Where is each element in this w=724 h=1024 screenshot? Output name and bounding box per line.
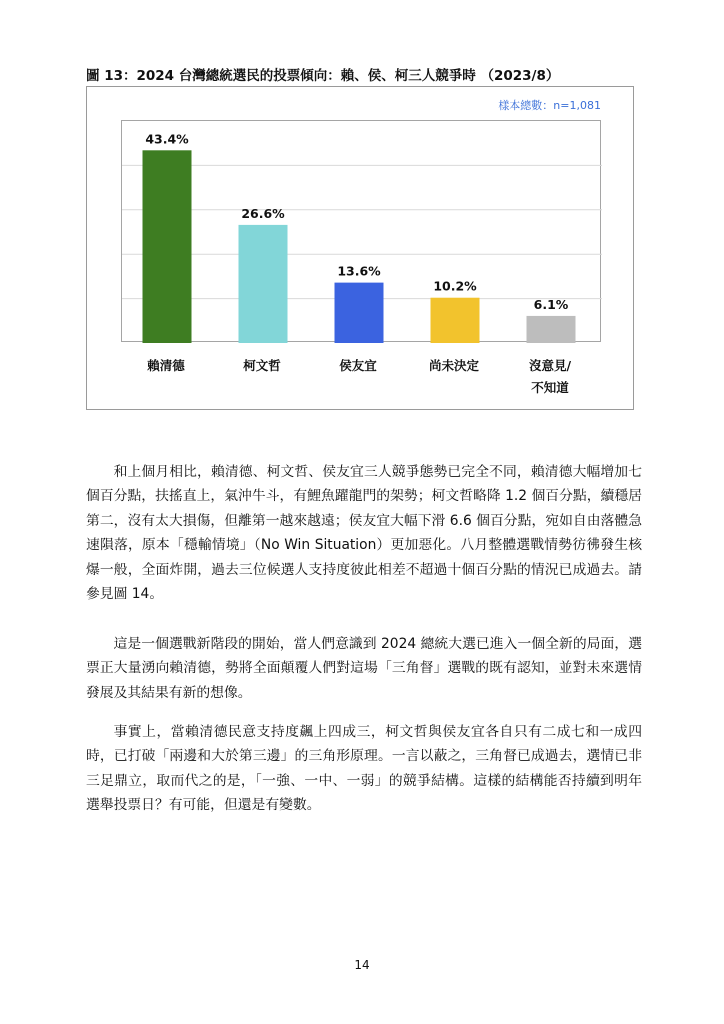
data-label-2: 26.6% [241,205,285,221]
paragraph-2: 這是一個選戰新階段的開始，當人們意識到 2024 總統大選已進入一個全新的局面，選票正大量湧向賴清德，勢將全面顛覆人們對這場「三角督」選戰的既有認知，並對未來選情發展及其結果有新的想像。 [86,636,642,701]
category-label-line: 柯文哲 [243,358,281,373]
bar-2 [239,225,288,343]
category-label-2 [214,355,310,377]
category-label-line: 賴清德 [147,358,185,373]
figure-title: 圖 13：2024 台灣總統選民的投票傾向：賴、侯、柯三人競爭時 （2023/8） [86,68,560,84]
page-number: 14 [354,958,370,972]
category-label-line: 不知道 [531,380,569,395]
chart-frame [86,86,634,410]
data-label-3: 13.6% [337,263,381,279]
sample-size-note: 樣本總數：n=1,081 [498,99,601,112]
plot-area [121,120,601,342]
bar-1 [143,150,192,343]
data-label-5: 6.1% [533,296,569,312]
bar-chart [122,121,602,343]
category-label-1 [118,355,214,377]
category-label-line: 沒意見/ [528,358,572,373]
category-label-5 [502,355,598,399]
bar-3 [335,283,384,343]
category-label-line: 侯友宜 [339,358,377,373]
paragraph-1: 和上個月相比，賴清德、柯文哲、侯友宜三人競爭態勢已完全不同，賴清德大幅增加七個百分點，扶搖直上，氣沖牛斗，有鯉魚躍龍門的架勢；柯文哲略降 1.2 個百分點，續穩居第二，沒有太大損傷，但離第一越來越遠；侯友宜大幅下滑 6.6 個百分點，宛如自由落體急速隕落，原本「穩輸情境」（No Win Situation）更加惡化。八月整體選戰情勢彷彿發生核爆一般，全面炸開，過去三位候選人支持度彼此相差不超過十個百分點的情況已成過去。請參見圖 14。 [86,464,642,603]
paragraph-3: 事實上，當賴清德民意支持度飆上四成三，柯文哲與侯友宜各自只有二成七和一成四時，已打破「兩邊和大於第三邊」的三角形原理。一言以蔽之，三角督已成過去，選情已非三足鼎立，取而代之的是，「一強、一中、一弱」的競爭結構。這樣的結構能否持續到明年選舉投票日？有可能，但還是有變數。 [86,724,642,814]
category-label-3 [310,355,406,377]
bar-5 [527,316,576,343]
category-label-4 [406,355,502,377]
bar-4 [431,298,480,343]
data-label-4: 10.2% [433,278,477,294]
category-label-line: 尚未決定 [428,358,479,373]
data-label-1: 43.4% [145,131,189,147]
